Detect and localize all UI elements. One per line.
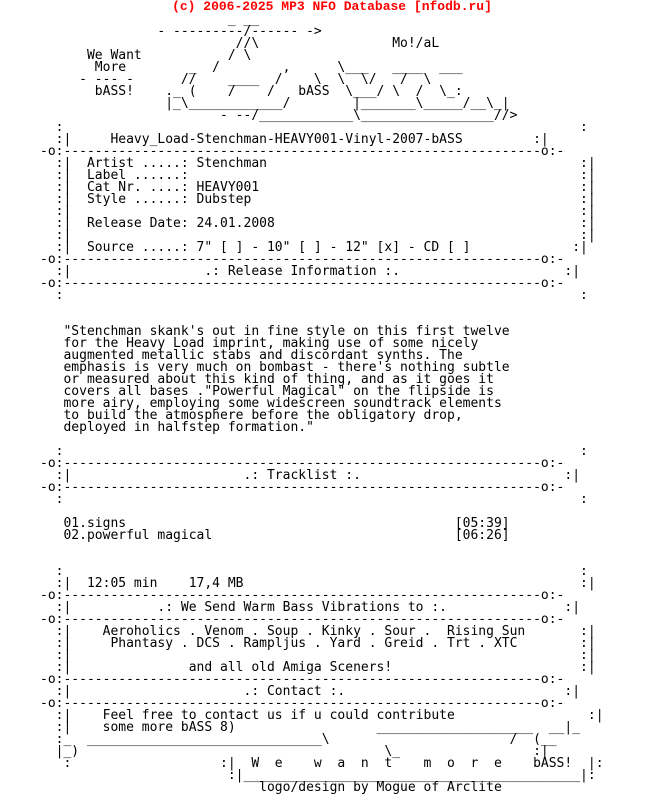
nfo-text: _ __ - ---------/------ -> //\ Mo!/aL We Want / \ More _ / , \___ ____ ___ - --- - // ____ / \ \ \/ / \ bASS! ._ ( / / bASS \___/ \ / \_: |_\____________/ |_______\_____/__\_| - --/____________\_________________//> : : :| Heavy_Load-Stenchman-HEAVY001-Vinyl-2007-bASS :| -o:-------------------------------------------------------------o:- :| Artist .....: Stenchman :| :| Label ......: :| :| Cat Nr. ....: HEAVY001 :| :| Style ......: Dubstep :| :| :| :| Release Date: 24.01.2008 :| :| :| :| Source .....: 7" [ ] - 10" [ ] - 12" [x] - CD [ ] :| -o:-------------------------------------------------------------o:- :| .: Release Information :. :| -o:-------------------------------------------------------------o:- : : "Stenchman skank's out in fine style on this first twelve for the Heavy Load imprint, making use of some nicely augmented metallic stabs and discordant synths. The emphasis is very much on bombast - there's nothing subtle or measured about this kind of thing, and as it goes it covers all bases ."Powerful Magical" on the flipside is more airy, employing some widescreen soundtrack elements to build the atmosphere before the obligatory drop, deployed in halfstep formation." : : -o:-------------------------------------------------------------o:- :| .: Tracklist :. :| -o:-------------------------------------------------------------o:- : : 01.signs [05:39] 02.powerful magical [06:26] : : :| 12:05 min 17,4 MB :| -o:-------------------------------------------------------------o:- :| .: We Send Warm Bass Vibrations to :. :| -o:-------------------------------------------------------------o:- :| Aeroholics . Venom . Soup . Kinky . Sour . Rising Sun :| :| Phantasy . DCS . Rampljus . Yard . Greid . Trt . XTC :| :| :| :| and all old Amiga Sceners! :| -o:-------------------------------------------------------------o:- :| .: Contact :. :| -o:-------------------------------------------------------------o:- :| Feel free to contact us if u could contribute :| :| some more bASS 8) ____________________ __|_ :_ ______________________________\ / (__ |_) \_ :| : :| W e w a n t m o r e bASS! |: :|___________________________________________|: logo/design by Mogue of Arclite: [40, 12, 604, 795]
site-header: (c) 2006-2025 MP3 NFO Database [nfodb.ru]: [172, 0, 492, 14]
